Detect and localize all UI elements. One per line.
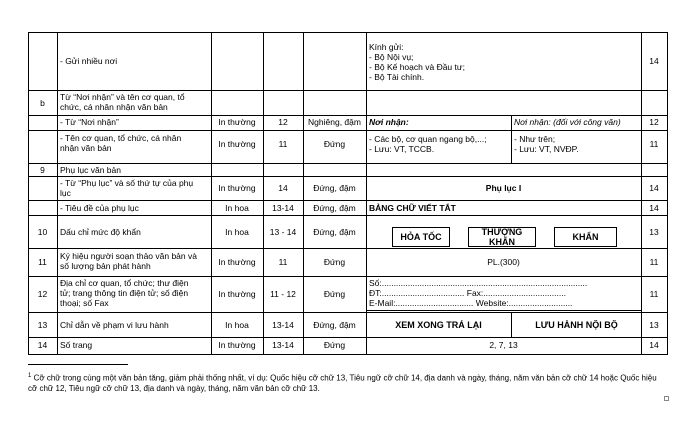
circulation-sample: LƯU HÀNH NỘI BỘ (535, 320, 618, 330)
row-label: - Tiêu đề của phụ lục (60, 203, 139, 213)
font-style: Đứng, đậm (313, 203, 356, 213)
grid-line (28, 276, 668, 277)
footnote-body: Cỡ chữ trong cùng một văn bản tăng, giảm phải thống nhất, ví dụ: Quốc hiệu cỡ chữ 13, Tiêu ngữ cỡ chữ 14, địa danh và ngày, tháng, năm văn bản cỡ chữ 14 hoặc Quốc hiệu cỡ chữ 12, Tiêu ngữ cỡ chữ 13, địa danh và ngày, tháng, năm văn bản cỡ chữ 13. (28, 373, 657, 393)
row-label: - Gửi nhiều nơi (60, 56, 118, 66)
page-number: 13 (649, 227, 659, 237)
page-number: 11 (649, 139, 659, 149)
page-number: 14 (649, 183, 659, 193)
page-number: 13 (649, 320, 659, 330)
grid-line (303, 32, 304, 354)
row-number: 11 (38, 257, 47, 267)
grid-line (28, 200, 668, 201)
row-number: 9 (40, 165, 45, 175)
font-style: Đứng (323, 257, 346, 267)
font-style: Nghiêng, đậm (308, 117, 361, 127)
font-size: 13-14 (272, 340, 294, 350)
row-number: 10 (37, 227, 48, 237)
noi-nhan-label: Nơi nhận: (369, 117, 409, 127)
footnote-text (28, 371, 668, 394)
circulation-sample: XEM XONG TRẢ LẠI (395, 320, 482, 330)
footnote-separator (28, 364, 128, 365)
font-size: 11 - 12 (270, 289, 296, 299)
page-number-sample: 2, 7, 13 (489, 340, 518, 350)
case-type: In hoa (225, 227, 249, 237)
address-line: Số:....................................................................................... (369, 278, 588, 288)
row-label: Số trang (60, 340, 93, 350)
grid-line (28, 130, 668, 131)
case-type: In thường (218, 139, 256, 149)
urgency-stamp-khan: KHẨN (554, 227, 617, 247)
grid-line (366, 32, 367, 354)
grid-line (28, 32, 29, 354)
page-number: 14 (649, 203, 659, 213)
grid-line (28, 115, 668, 116)
row-number: 12 (37, 289, 48, 299)
row-label: - Tên cơ quan, tổ chức, cá nhân nhận văn bản (60, 133, 182, 153)
row-number: 13 (37, 320, 48, 330)
phu-luc-sample: Phụ lục I (485, 183, 522, 193)
grid-line (28, 215, 668, 216)
case-type: In thường (218, 117, 256, 127)
address-line: E-Mail:................................. Website:........................... (369, 298, 573, 308)
font-size: 14 (278, 183, 288, 193)
grid-line (28, 32, 668, 33)
grid-line (511, 115, 512, 163)
kinh-gui-block: Kính gửi: - Bộ Nội vụ; - Bộ Kế hoạch và Đầu tư; - Bộ Tài chính. (369, 42, 465, 82)
divider (366, 310, 641, 311)
case-type: In thường (218, 289, 256, 299)
row-label: Từ “Nơi nhận” và tên cơ quan, tổ chức, cá nhân nhận văn bản (60, 92, 185, 112)
case-type: In thường (218, 340, 256, 350)
case-type: In hoa (225, 320, 249, 330)
grid-line (28, 354, 668, 355)
font-style: Đứng (323, 139, 346, 149)
font-style: Đứng, đậm (313, 320, 356, 330)
urgency-stamp-hoa-toc: HỎA TỐC (392, 227, 450, 247)
grid-line (263, 32, 264, 354)
grid-line (667, 32, 668, 354)
grid-line (641, 32, 642, 354)
case-type: In thường (218, 257, 256, 267)
grid-line (28, 176, 668, 177)
case-type: In thường (218, 183, 256, 193)
address-line: ĐT:................................... Fax:................................... (369, 288, 566, 298)
grid-line (28, 90, 668, 91)
noi-nhan-cong-van-label: Nơi nhận: (đối với công văn) (514, 117, 621, 127)
row-label: Ký hiệu người soạn thảo văn bản và số lượng bản phát hành (60, 251, 197, 271)
page-number: 11 (649, 289, 659, 299)
font-size: 12 (278, 117, 288, 127)
case-type: In hoa (225, 203, 249, 213)
page-number: 14 (649, 340, 659, 350)
row-label: - Từ “Nơi nhận” (60, 117, 119, 127)
row-label: Địa chỉ cơ quan, tổ chức; thư điện tử; trang thông tin điện tử; số điện thoại; số Fax (60, 278, 189, 308)
recipient-list: - Các bộ, cơ quan ngang bộ,...; - Lưu: VT, TCCB. (369, 134, 487, 154)
page-number: 11 (649, 257, 659, 267)
grid-line (28, 163, 668, 164)
font-size: 11 (278, 257, 288, 267)
row-label: Dấu chỉ mức độ khẩn (60, 227, 141, 237)
row-label: Phụ lục văn bản (60, 165, 121, 175)
row-label: - Từ “Phụ lục” và số thứ tự của phụ lục (60, 178, 194, 198)
font-style: Đứng (323, 289, 346, 299)
appendix-title-sample: BẢNG CHỮ VIẾT TẮT (369, 203, 456, 213)
font-size: 13-14 (272, 203, 294, 213)
recipient-list: - Như trên; - Lưu: VT, NVĐP. (514, 134, 579, 154)
page-corner-mark (664, 396, 669, 401)
font-size: 13 - 14 (269, 227, 297, 237)
grid-line (28, 248, 668, 249)
font-size: 13-14 (272, 320, 294, 330)
row-number: b (40, 98, 45, 108)
drafter-code-sample: PL.(300) (487, 257, 520, 267)
font-style: Đứng, đậm (313, 183, 356, 193)
grid-line (57, 32, 58, 354)
grid-line (28, 337, 668, 338)
row-number: 14 (37, 340, 48, 350)
font-size: 11 (278, 139, 288, 149)
grid-line (28, 312, 668, 313)
footnote-marker: 1 (28, 373, 32, 379)
font-style: Đứng (323, 340, 346, 350)
row-label: Chỉ dẫn về phạm vi lưu hành (60, 320, 169, 330)
grid-line (211, 32, 212, 354)
page-number: 12 (649, 117, 659, 127)
page-number: 14 (649, 56, 659, 66)
urgency-stamp-thuong-khan: THƯỢNG KHẨN (468, 227, 536, 247)
font-style: Đứng, đậm (313, 227, 356, 237)
